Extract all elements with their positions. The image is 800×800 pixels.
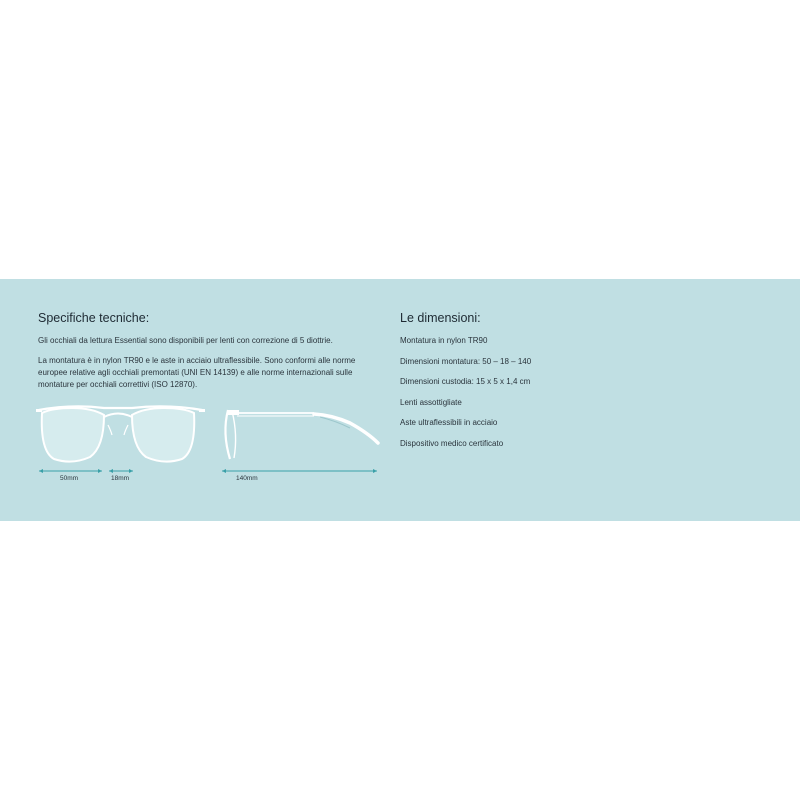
dimensions-column <box>400 309 760 458</box>
lens-width-label: 50mm <box>60 475 79 482</box>
dimension-item: Montatura in nylon TR90 <box>400 336 488 345</box>
dimension-item: Dimensioni custodia: 15 x 5 x 1,4 cm <box>400 377 531 386</box>
specs-paragraph-2: La montatura è in nylon TR90 e le aste in acciaio ultraflessibile. Sono conformi alle norme europee relative agli occhiali premontati (UNI EN 14139) e alle norme internazionali sulle montature per occhiali correttivi (ISO 12870). <box>38 356 356 389</box>
dimension-item: Lenti assottigliate <box>400 397 462 407</box>
dimensions-title: Le dimensioni: <box>400 311 481 325</box>
specs-paragraph-1: Gli occhiali da lettura Essential sono disponibili per lenti con correzione di 5 diottrie. <box>38 336 333 345</box>
temple-length-label: 140mm <box>236 475 258 482</box>
technical-specs-title: Specifiche tecniche: <box>38 311 150 325</box>
dimension-item: Aste ultraflessibili in acciaio <box>400 418 498 427</box>
glasses-diagram <box>32 401 392 491</box>
bridge-width-label: 18mm <box>111 475 130 482</box>
dimension-item: Dimensioni montatura: 50 – 18 – 140 <box>400 356 532 366</box>
spec-panel <box>0 279 800 521</box>
dimension-lines <box>32 401 392 491</box>
technical-specs-column <box>38 309 383 399</box>
dimension-item: Dispositivo medico certificato <box>400 438 504 448</box>
